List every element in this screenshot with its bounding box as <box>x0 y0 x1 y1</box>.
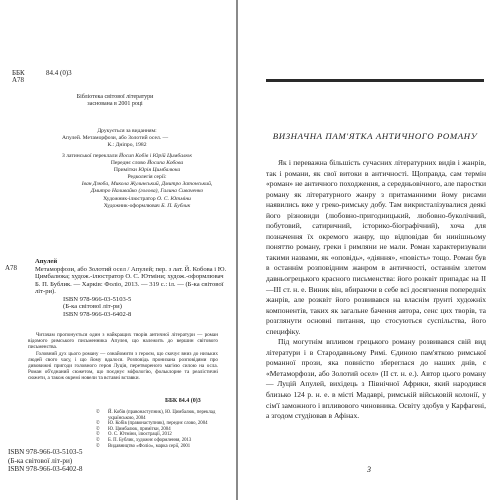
publication-line: Апулей. Метаморфози, або Золотий осел. — <box>62 135 169 142</box>
annotation-paragraph: Читачам пропонується один з найкращих творів античної літератури — роман відомого римського письменника Апулея, що належить до вершин світового письменства. <box>28 332 218 350</box>
bbk-index: А78 <box>12 76 25 85</box>
catalog-author: Апулей <box>35 258 58 265</box>
copyright-text: Б. П. Бублик, художнє оформлення, 2013 <box>108 437 192 443</box>
credit-role: Примітки <box>113 167 139 174</box>
book-gutter <box>236 0 238 500</box>
credit-name: Юрія Цимбалюка <box>138 167 181 174</box>
credit-role: Художник-ілюстратор <box>103 195 158 202</box>
series-info <box>50 94 180 108</box>
credit-line <box>62 167 232 174</box>
credit-role: Переднє слово <box>110 160 148 167</box>
bbk-classification-bottom: ББК 84.4 (0)3 <box>165 398 201 404</box>
body-paragraph: Під могутнім впливом грецького роману розвивався свій вид літератури і в Стародавньому Римі. Єдиною пам'яткою римської романної прози, яка повністю збереглася до наших днів, є «Метаморфози, або Золотий осел» (II ст. н. е.). Автор цього роману — Луцій Апулей, вихідець з Північної Африки, який народився близько 124 р. н. е. в місті Мадаврі, римській військовій колонії, у сім'ї заможного і впливового чиновника. Освіту здобув у Карфагені, а згодом студіював в Афінах. <box>266 337 486 421</box>
catalog-index-a78: А78 <box>5 264 18 272</box>
catalog-isbn: ISBN 978-966-03-5103-5 <box>63 295 132 303</box>
copyright-text: О. С. Ютміни, ілюстрації, 2012 <box>108 432 172 438</box>
credit-name: О. С. Ютміни <box>157 195 191 202</box>
copyright-sign: © <box>96 410 100 415</box>
copyright-sign: © <box>96 432 100 438</box>
left-page-imprint <box>0 0 236 500</box>
copyright-sign: © <box>96 426 100 432</box>
publication-line: Друкується за виданням: <box>97 128 157 134</box>
chapter-title: ВИЗНАЧНА ПАМ'ЯТКА АНТИЧНОГО РОМАНУ <box>272 131 478 141</box>
isbn-series-line: (Б-ка світової літ-ри) <box>8 456 73 465</box>
publication-source <box>62 128 192 149</box>
header-rule <box>266 79 484 82</box>
copyright-line <box>96 444 231 450</box>
credit-role: Редколегія серії: <box>127 174 167 181</box>
body-text <box>266 158 486 422</box>
copyright-sign: © <box>96 443 100 449</box>
credits-block <box>62 153 232 210</box>
annotation-paragraph: Головний дух цього роману — ознайомити з героєм, що скочує вниз до низьких людей свого часу, і що йому вдалося. Розповідь пронизана розповідями про дивовижні пригоди головного героя Луція, перетвореного магією силою на осла. Роман об'єднаний сюжетом, що поєднує міфологію, фольклорне та реалістичні сюжети, а також окремі новели та вставні вставки. <box>28 351 218 381</box>
credit-role: Художник-оформлювач <box>103 202 162 209</box>
body-paragraph: Як і переважна більшість сучасних літературних видів і жанрів, так і романи, як свої витоки в античності. Щоправда, сам термін «роман» не античного походження, а середньовічного, але паростки роману як літературного жанру з притаманними йому рисами наявились вже у греко-римську добу. Там викристалізувалися деякі його різновиди (любовно-пригодницький, любовно-буколічний, побутовий, сатиричний, історико-біографічний), хоча для позначення їх окремого жанру, що відповідав би нинішньому поняттю роману, греки і римляни не мали. Роман характеризували такими назвами, як «оповідь», «діяння», «повість» тощо. Роман був в останнім розповідним жанром в античності, останнім злетом давньогрецького красного письменства: його розквіт припадає на II—III ст. н. е. Виник він, вбираючи в себе всі досягнення попередніх жанрів, але розквіт його розвивався на власнім ґрунті художніх компонентів, таких як загальне бачення автора, сенс цих творів, та розглянути основні питання, що стосуються суспільства, його специфіку. <box>266 158 486 336</box>
series-line: Бібліотека світової літератури <box>76 94 154 100</box>
credit-name: Йосипа Кобова <box>147 160 184 167</box>
credit-line <box>62 196 232 203</box>
copyright-sign: © <box>96 421 100 427</box>
bbk-label: ББК <box>12 69 25 77</box>
copyright-sign: © <box>96 437 100 443</box>
right-page-text <box>240 0 500 500</box>
copyright-text: Й. Кобів (правонаступник), Ю. Цимбалюк, переклад українською, 2004 <box>108 410 216 421</box>
copyright-line <box>96 410 231 421</box>
catalog-entry <box>35 258 230 318</box>
copyright-text: Ю. Цимбалюк, примітки, 2004 <box>108 426 171 432</box>
bbk-code: 84.4 (0)3 <box>46 69 72 77</box>
credit-name: Дмитро Наливайко (голова), Галина Сиваченко <box>90 188 204 195</box>
copyright-block <box>96 410 231 449</box>
page-number: 3 <box>367 465 371 474</box>
publication-line: К.: Дніпро, 1982 <box>107 142 147 149</box>
catalog-description: Метаморфози, або Золотий осел / Апулей; пер. з лат. Й. Кобова і Ю. Цимбалюка; худож.-ілюстратор О. С. Ютміни; худож.-оформлювач Б. П. Бублик. — Харків: Фоліо, 2013. — 319 с.: іл. — (Б-ка світової літ-ри). <box>35 265 227 295</box>
isbn-block <box>8 448 82 474</box>
copyright-text: Ю. Кобів (правонаступник), переднє слово, 2004 <box>108 421 208 427</box>
catalog-isbn-series: (Б-ка світової літ-ри) <box>63 303 122 310</box>
credit-name: Б. П. Бублик <box>161 202 191 209</box>
bbk-classification-top <box>12 69 72 85</box>
credit-role: З латинської переклали <box>62 153 119 159</box>
credit-line <box>62 188 232 195</box>
credit-name: Іван Дзюба, Микола Жулинський, Дмитро Затонський, <box>81 181 213 188</box>
copyright-text: Видавництво «Фоліо», марка серії, 2001 <box>108 443 191 449</box>
annotation <box>28 332 218 382</box>
isbn-line: ISBN 978-966-03-5103-5 <box>8 448 83 456</box>
catalog-isbn: ISBN 978-966-03-6402-8 <box>63 310 132 318</box>
credit-name: Йосип Кобів і Юрій Цимбалюк <box>118 153 192 159</box>
credit-line <box>62 203 232 210</box>
series-line: заснована в 2001 році <box>87 101 143 108</box>
isbn-line: ISBN 978-966-03-6402-8 <box>8 465 83 474</box>
